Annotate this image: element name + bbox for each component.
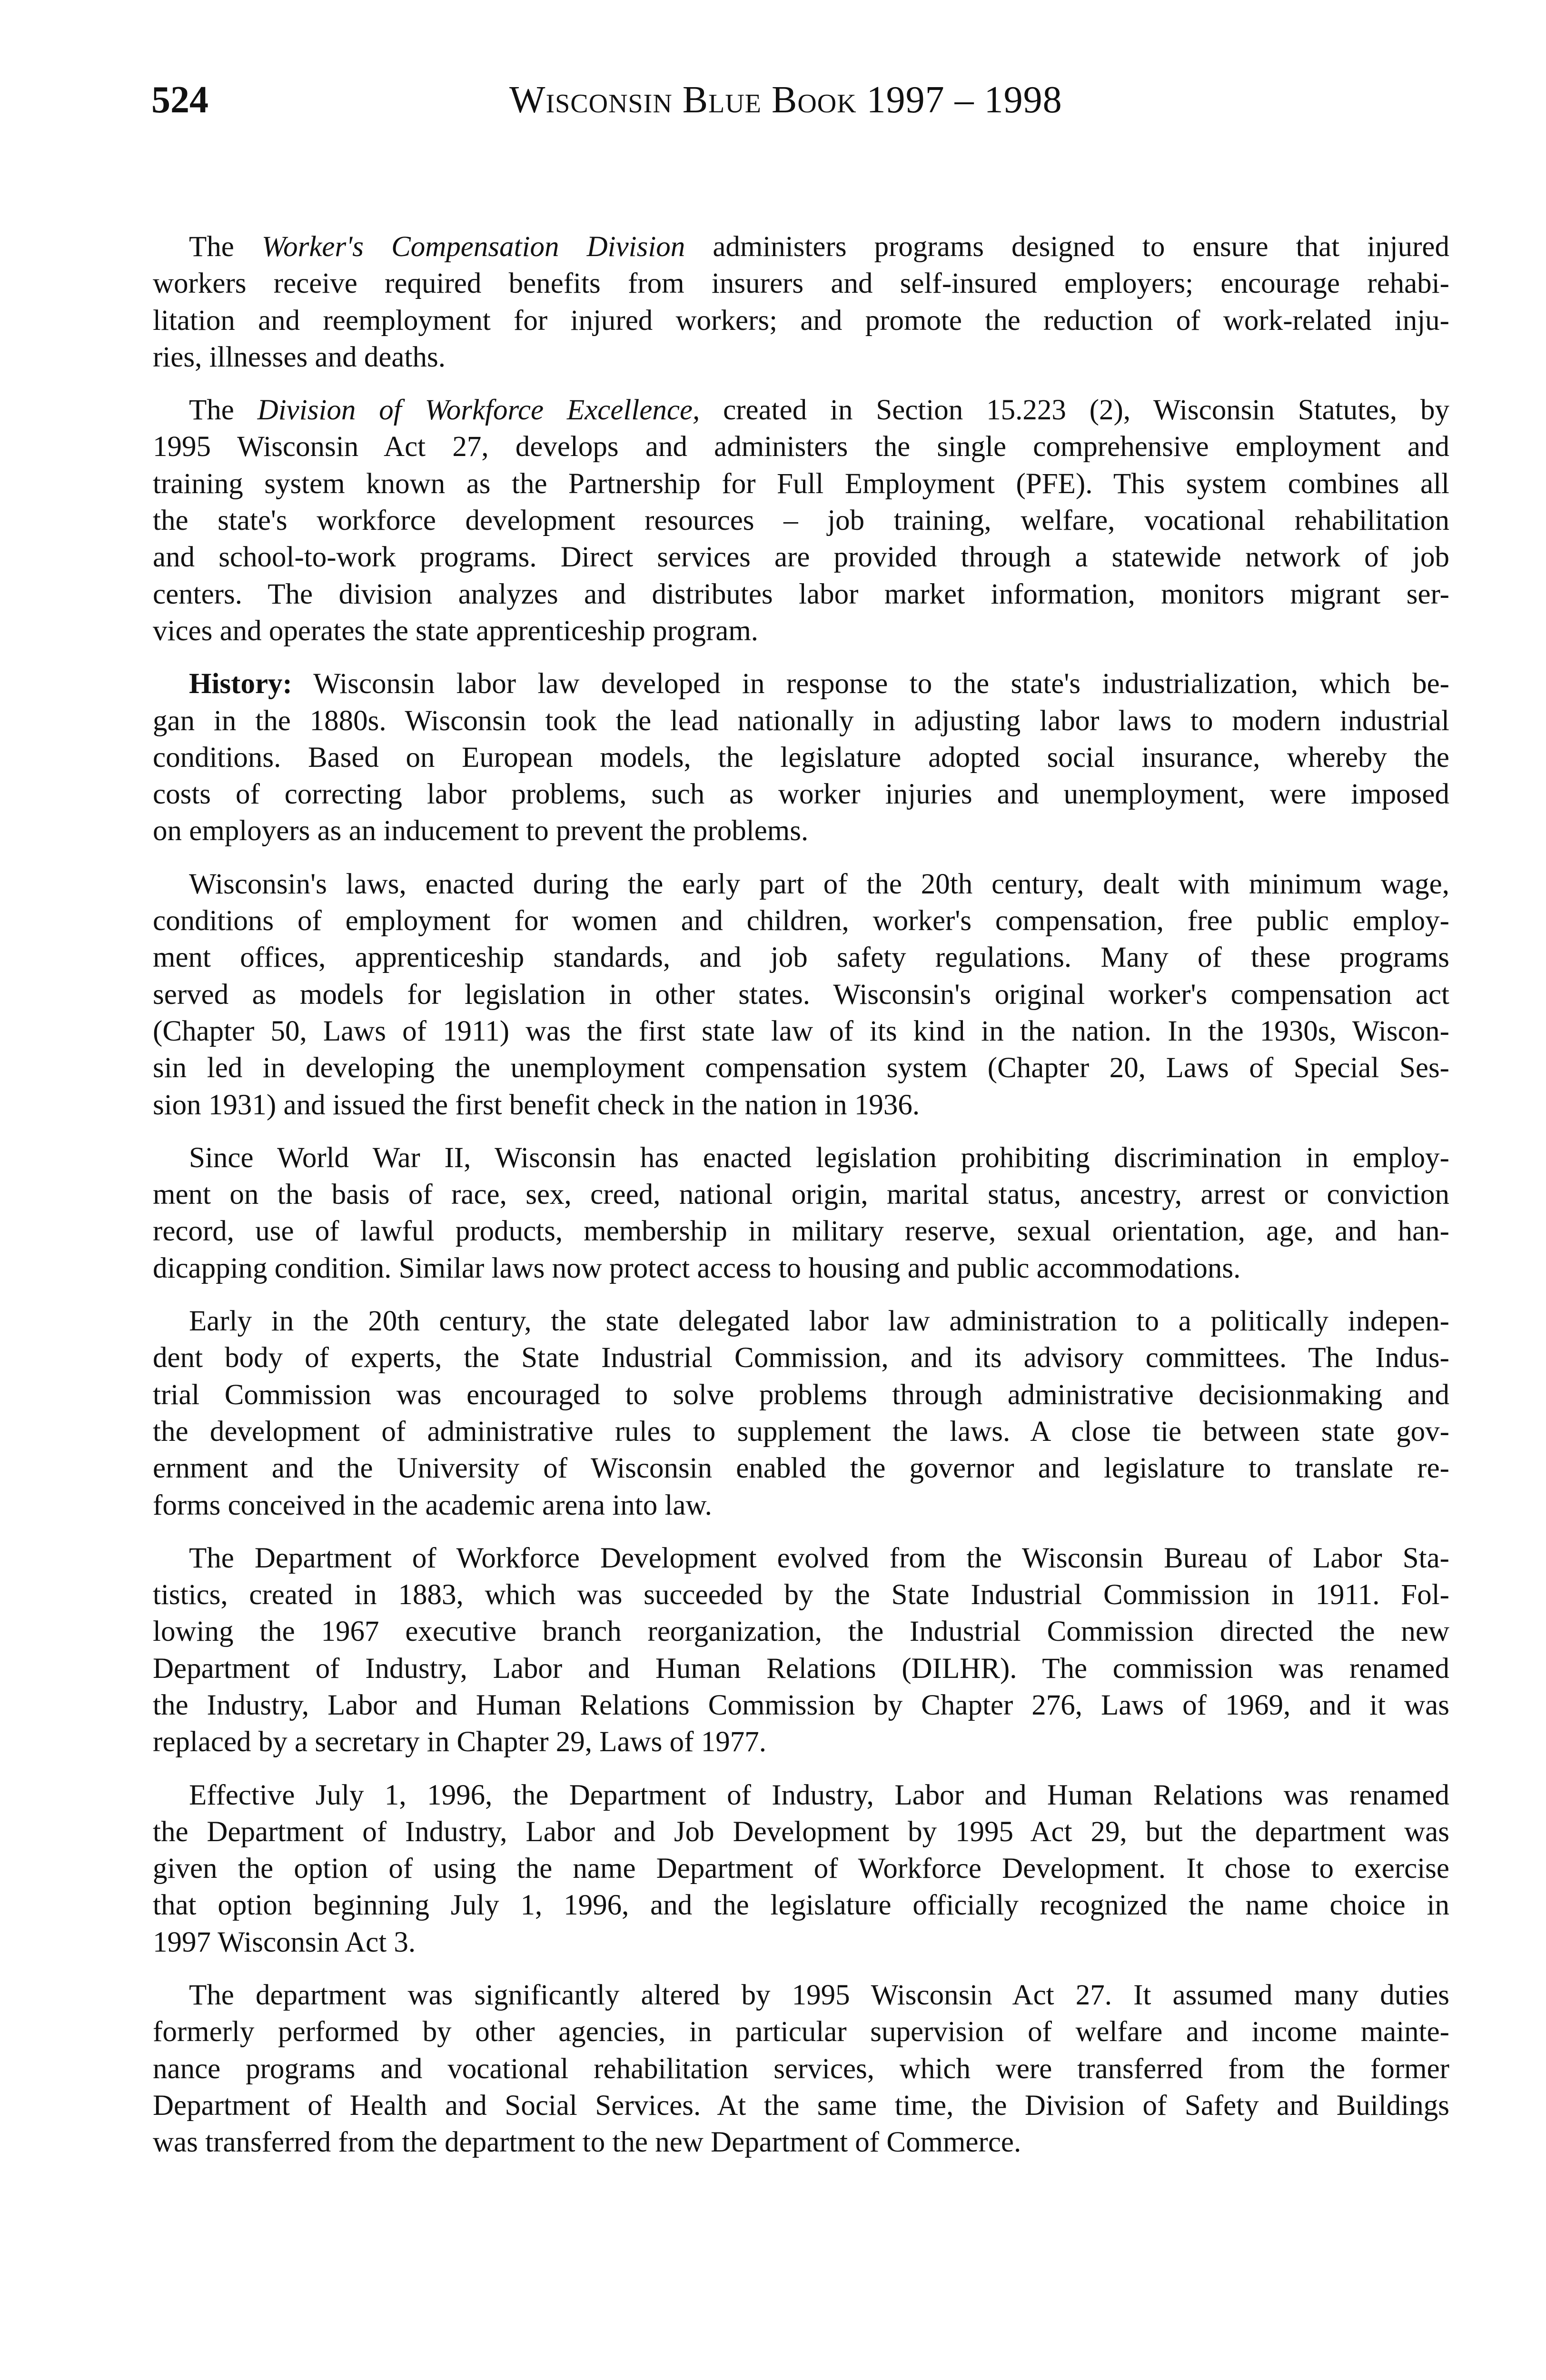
text-line: The Department of Workforce Development evolved from the Wisconsin Bureau of Labor Sta- [189,1542,1449,1574]
text-line: 1995 Wisconsin Act 27, develops and administers the single comprehensive employment and [153,431,1449,463]
text-line: dent body of experts, the State Industrial Commission, and its advisory committees. The Indus- [153,1342,1449,1374]
paragraph [153,665,1449,849]
text-line: forms conceived in the academic arena into law. [153,1489,712,1521]
paragraph [153,1303,1449,1524]
paragraph [153,228,1449,376]
text-line: ment on the basis of race, sex, creed, national origin, marital status, ancestry, arrest or conviction [153,1179,1449,1211]
text-line: on employers as an inducement to prevent the problems. [153,815,809,847]
paragraph [153,1140,1449,1287]
text-line: trial Commission was encouraged to solve problems through administrative decisionmaking and [153,1378,1449,1411]
paragraph [153,1540,1449,1761]
text-line: Early in the 20th century, the state delegated labor law administration to a politically indepen- [189,1305,1449,1338]
text-line: Department of Health and Social Services. At the same time, the Division of Safety and Buildings [153,2089,1449,2122]
text-line: workers receive required benefits from insurers and self-insured employers; encourage rehabi- [153,268,1449,300]
text-line: Since World War II, Wisconsin has enacted legislation prohibiting discrimination in employ- [189,1141,1449,1174]
text-line: dicapping condition. Similar laws now protect access to housing and public accommodations. [153,1252,1241,1284]
text-line: tistics, created in 1883, which was succeeded by the State Industrial Commission in 1911. Fol- [153,1579,1449,1611]
text-line: the Industry, Labor and Human Relations Commission by Chapter 276, Laws of 1969, and it was [153,1689,1449,1721]
text-line: served as models for legislation in other states. Wisconsin's original worker's compensation act [153,978,1449,1011]
text-line: gan in the 1880s. Wisconsin took the lead nationally in adjusting labor laws to modern industrial [153,704,1449,737]
text-line: Wisconsin's laws, enacted during the early part of the 20th century, dealt with minimum wage, [189,868,1449,900]
text-line: formerly performed by other agencies, in particular supervision of welfare and income mainte- [153,2016,1449,2048]
text-run: Wisconsin labor law developed in response to the state's industrialization, which be- [292,668,1449,700]
paragraph [153,1977,1449,2161]
text-run: The [189,394,258,426]
text-line: (Chapter 50, Laws of 1911) was the first state law of its kind in the nation. In the 1930s, Wiscon- [153,1015,1449,1047]
page-number: 524 [151,79,208,121]
text-line: the Department of Industry, Labor and Job Development by 1995 Act 29, but the department was [153,1815,1449,1848]
text-line: The department was significantly altered by 1995 Wisconsin Act 27. It assumed many duties [189,1979,1449,2012]
running-title: Wisconsin Blue Book 1997 – 1998 [509,79,1062,121]
text-line: sin led in developing the unemployment compensation system (Chapter 20, Laws of Special Ses- [153,1052,1449,1084]
text-line: vices and operates the state apprenticeship program. [153,615,759,647]
text-line: lowing the 1967 executive branch reorganization, the Industrial Commission directed the new [153,1616,1449,1648]
italic-term: Division of Workforce Excellence, [257,394,700,426]
text-line: ernment and the University of Wisconsin enabled the governor and legislature to translate re- [153,1452,1449,1485]
text-line: 1997 Wisconsin Act 3. [153,1926,416,1958]
text-line: sion 1931) and issued the first benefit check in the nation in 1936. [153,1089,920,1121]
paragraph [153,866,1449,1123]
document-body [153,228,1449,2161]
text-line: costs of correcting labor problems, such as worker injuries and unemployment, were imposed [153,778,1449,811]
text-line: given the option of using the name Department of Workforce Development. It chose to exercise [153,1853,1449,1885]
italic-term: Worker's Compensation Division [261,231,685,263]
text-line: replaced by a secretary in Chapter 29, Laws of 1977. [153,1726,766,1758]
text-line: the development of administrative rules to supplement the laws. A close tie between state gov- [153,1415,1449,1448]
text-line [153,228,1449,265]
paragraph [153,1777,1449,1961]
text-line: conditions. Based on European models, the legislature adopted social insurance, whereby the [153,741,1449,774]
text-line: record, use of lawful products, membership in military reserve, sexual orientation, age, and han- [153,1215,1449,1248]
text-run: The [189,231,262,263]
run-in-heading: History: [189,668,292,700]
text-line: the state's workforce development resources – job training, welfare, vocational rehabilitation [153,505,1449,537]
text-line: centers. The division analyzes and distributes labor market information, monitors migrant ser- [153,578,1449,610]
text-run: created in Section 15.223 (2), Wisconsin Statutes, by [700,394,1449,426]
text-line: ries, illnesses and deaths. [153,341,446,373]
text-line: was transferred from the department to the new Department of Commerce. [153,2126,1021,2159]
text-line: that option beginning July 1, 1996, and the legislature officially recognized the name choice in [153,1889,1449,1922]
text-line: nance programs and vocational rehabilitation services, which were transferred from the former [153,2053,1449,2085]
text-line: and school-to-work programs. Direct services are provided through a statewide network of job [153,541,1449,574]
text-line [153,665,1449,702]
text-line: Effective July 1, 1996, the Department of Industry, Labor and Human Relations was renamed [189,1779,1449,1811]
text-line: Department of Industry, Labor and Human Relations (DILHR). The commission was renamed [153,1652,1449,1685]
text-run: administers programs designed to ensure that injured [685,231,1449,263]
text-line: ment offices, apprenticeship standards, and job safety regulations. Many of these programs [153,942,1449,974]
text-line: training system known as the Partnership for Full Employment (PFE). This system combines all [153,467,1449,500]
text-line: litation and reemployment for injured workers; and promote the reduction of work-related inju- [153,304,1449,337]
text-line: conditions of employment for women and children, worker's compensation, free public employ- [153,905,1449,937]
paragraph [153,392,1449,649]
text-line [153,392,1449,428]
